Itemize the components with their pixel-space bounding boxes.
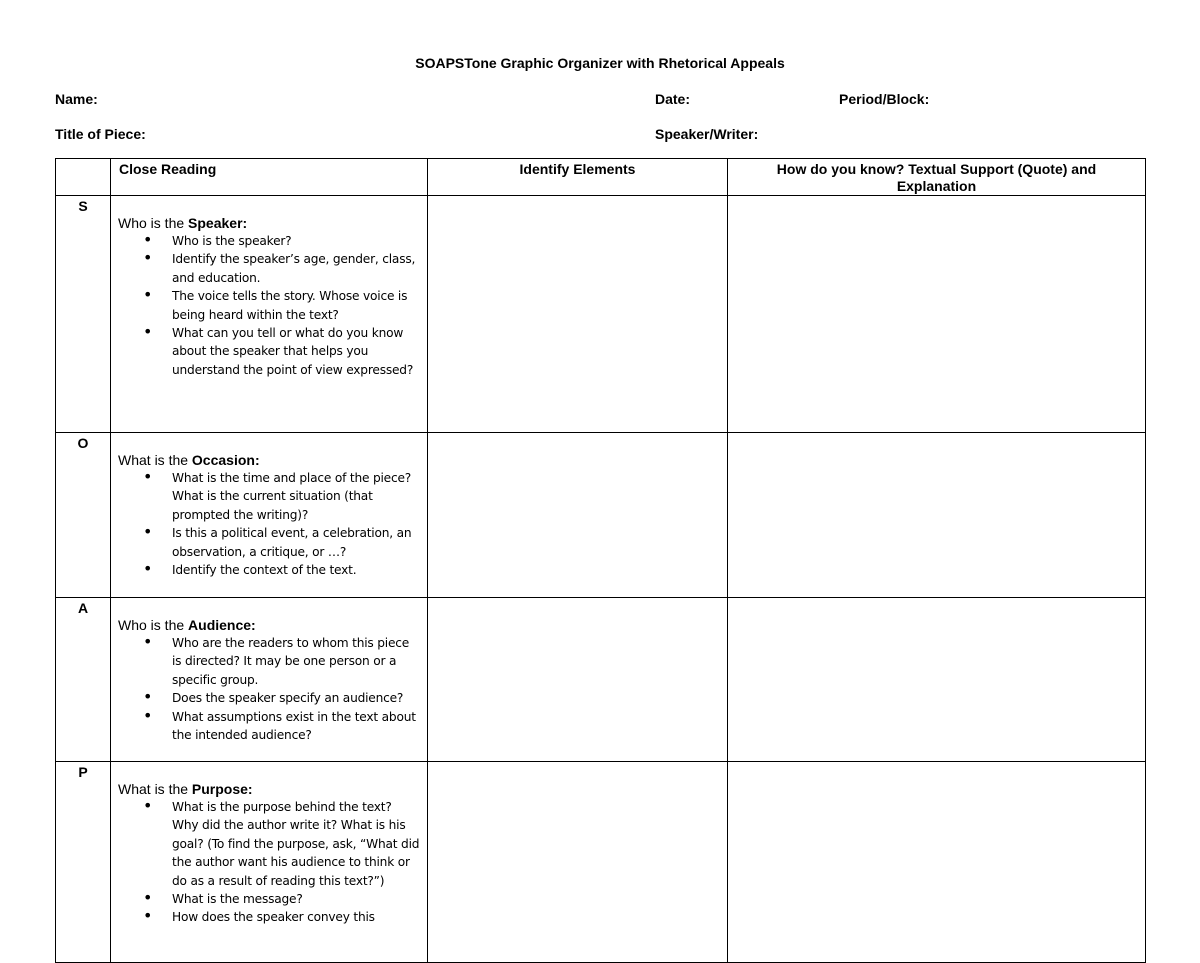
- identify-elements-cell[interactable]: [428, 598, 728, 762]
- row-letter: O: [56, 433, 111, 598]
- bullet-list: [118, 469, 421, 579]
- header-close-reading: Close Reading: [111, 159, 428, 196]
- textual-support-cell[interactable]: [728, 196, 1146, 433]
- list-item: • The voice tells the story. Whose voice is being heard within the text?: [172, 287, 421, 324]
- identify-elements-cell[interactable]: [428, 196, 728, 433]
- header-textual-support: How do you know? Textual Support (Quote) and Explanation: [728, 159, 1146, 196]
- list-item: • What is the time and place of the piece? What is the current situation (that prompted the writing)?: [172, 469, 421, 524]
- row-letter: A: [56, 598, 111, 762]
- list-item: • Is this a political event, a celebration, an observation, a critique, or …?: [172, 524, 421, 561]
- row-question: Who is the Speaker:: [118, 215, 248, 231]
- header-blank-cell: [56, 159, 111, 196]
- document-title: SOAPSTone Graphic Organizer with Rhetorical Appeals: [415, 55, 785, 71]
- list-item: • What is the purpose behind the text? Why did the author write it? What is his goal? (To find the purpose, ask, “What did the author want his audience to think or do as a result of reading this text?”): [172, 798, 421, 890]
- name-label: Name:: [55, 91, 98, 107]
- textual-support-cell[interactable]: [728, 433, 1146, 598]
- row-letter: S: [56, 196, 111, 433]
- list-item: • What is the message?: [172, 890, 421, 908]
- identify-elements-cell[interactable]: [428, 433, 728, 598]
- list-item: • Who are the readers to whom this piece is directed? It may be one person or a specific group.: [172, 634, 421, 689]
- list-item: • What can you tell or what do you know about the speaker that helps you understand the point of view expressed?: [172, 324, 421, 379]
- close-reading-cell: [111, 196, 428, 433]
- identify-elements-cell[interactable]: [428, 762, 728, 963]
- header-row: [56, 159, 1146, 196]
- soapstone-table: [55, 158, 1146, 963]
- textual-support-cell[interactable]: [728, 598, 1146, 762]
- table-row-audience: [56, 598, 1146, 762]
- row-question: Who is the Audience:: [118, 617, 256, 633]
- row-letter: P: [56, 762, 111, 963]
- list-item: • Who is the speaker?: [172, 232, 421, 250]
- close-reading-cell: [111, 433, 428, 598]
- header-identify-elements: Identify Elements: [428, 159, 728, 196]
- list-item: • How does the speaker convey this: [172, 908, 421, 926]
- list-item: • Identify the speaker’s age, gender, class, and education.: [172, 250, 421, 287]
- close-reading-cell: [111, 762, 428, 963]
- bullet-list: [118, 798, 421, 927]
- title-of-piece-label: Title of Piece:: [55, 126, 146, 142]
- period-block-label: Period/Block:: [839, 91, 930, 107]
- bullet-list: [118, 232, 421, 379]
- row-question: What is the Purpose:: [118, 781, 253, 797]
- speaker-writer-label: Speaker/Writer:: [655, 126, 759, 142]
- table-row-speaker: [56, 196, 1146, 433]
- table-row-purpose: [56, 762, 1146, 963]
- close-reading-cell: [111, 598, 428, 762]
- textual-support-cell[interactable]: [728, 762, 1146, 963]
- list-item: • Does the speaker specify an audience?: [172, 689, 421, 707]
- date-label: Date:: [655, 91, 691, 107]
- table-row-occasion: [56, 433, 1146, 598]
- bullet-list: [118, 634, 421, 744]
- list-item: • Identify the context of the text.: [172, 561, 421, 579]
- list-item: • What assumptions exist in the text about the intended audience?: [172, 708, 421, 745]
- row-question: What is the Occasion:: [118, 452, 260, 468]
